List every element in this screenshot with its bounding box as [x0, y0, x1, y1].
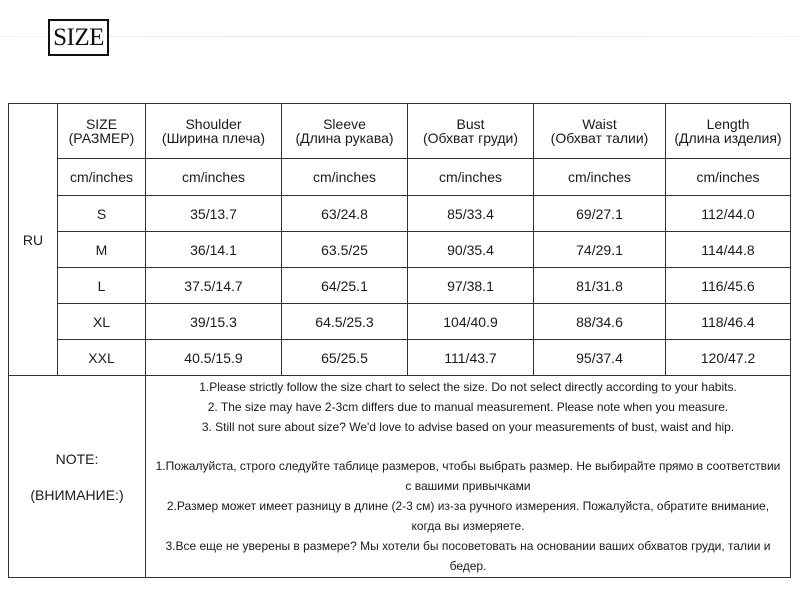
sleeve-cell: 63/24.8 [282, 196, 408, 232]
bust-cell: 90/35.4 [408, 232, 534, 268]
note-row [9, 376, 791, 578]
sleeve-cell: 64/25.1 [282, 268, 408, 304]
length-cell: 120/47.2 [666, 340, 791, 376]
note-en-2: 2. The size may have 2-3cm differs due to manual measurement. Please note when you measure. [207, 400, 729, 414]
waist-cell: 74/29.1 [534, 232, 666, 268]
unit-row [9, 159, 791, 196]
note-en-1: 1.Please strictly follow the size chart to select the size. Do not select directly according to your habits. [199, 380, 737, 394]
shoulder-cell: 39/15.3 [146, 304, 282, 340]
waist-cell: 81/31.8 [534, 268, 666, 304]
sleeve-cell: 65/25.5 [282, 340, 408, 376]
waist-cell: 95/37.4 [534, 340, 666, 376]
header-length: Length (Длина изделия) [666, 104, 791, 159]
note-label-ru: (ВНИМАНИЕ:) [30, 486, 124, 503]
unit-cell: cm/inches [666, 159, 791, 196]
shoulder-cell: 40.5/15.9 [146, 340, 282, 376]
note-label-en: NOTE: [55, 450, 99, 467]
notes-text [146, 376, 791, 578]
bust-cell: 85/33.4 [408, 196, 534, 232]
header-waist: Waist (Обхват талии) [534, 104, 666, 159]
note-ru-1: 1.Пожалуйста, строго следуйте таблице размеров, чтобы выбрать размер. Не выбирайте прямо в соответствии [155, 459, 781, 473]
shoulder-cell: 36/14.1 [146, 232, 282, 268]
table-row [9, 304, 791, 340]
sleeve-cell: 63.5/25 [282, 232, 408, 268]
size-cell: XL [58, 304, 146, 340]
note-ru-3: 3.Все еще не уверены в размере? Мы хотели бы посоветовать на основании ваших обхватов груди, талии и бедер. [165, 539, 771, 573]
bust-cell: 104/40.9 [408, 304, 534, 340]
table-row [9, 196, 791, 232]
size-cell: S [58, 196, 146, 232]
length-cell: 114/44.8 [666, 232, 791, 268]
bust-cell: 111/43.7 [408, 340, 534, 376]
unit-cell: cm/inches [408, 159, 534, 196]
size-chart-table [8, 103, 791, 578]
size-badge: SIZE [48, 19, 109, 56]
size-cell: L [58, 268, 146, 304]
unit-cell: cm/inches [282, 159, 408, 196]
shoulder-cell: 35/13.7 [146, 196, 282, 232]
waist-cell: 88/34.6 [534, 304, 666, 340]
table-row [9, 268, 791, 304]
waist-cell: 69/27.1 [534, 196, 666, 232]
length-cell: 112/44.0 [666, 196, 791, 232]
note-en-3: 3. Still not sure about size? We'd love to advise based on your measurements of bust, waist and hip. [201, 420, 735, 434]
size-cell: M [58, 232, 146, 268]
size-cell: XXL [58, 340, 146, 376]
table-row [9, 340, 791, 376]
top-divider-line [0, 36, 800, 37]
ru-label: RU [9, 104, 58, 376]
table-row [9, 232, 791, 268]
note-ru-2-cont: когда вы измеряете. [411, 519, 525, 533]
length-cell: 118/46.4 [666, 304, 791, 340]
note-ru-1-cont: с вашими привычками [405, 479, 531, 493]
unit-cell: cm/inches [146, 159, 282, 196]
note-label [9, 376, 146, 578]
unit-cell: cm/inches [58, 159, 146, 196]
bust-cell: 97/38.1 [408, 268, 534, 304]
unit-cell: cm/inches [534, 159, 666, 196]
length-cell: 116/45.6 [666, 268, 791, 304]
header-shoulder: Shoulder (Ширина плеча) [146, 104, 282, 159]
sleeve-cell: 64.5/25.3 [282, 304, 408, 340]
header-size: SIZE (РАЗМЕР) [58, 104, 146, 159]
header-row [9, 104, 791, 159]
note-ru-2: 2.Размер может имеет разницу в длине (2-3 см) из-за ручного измерения. Пожалуйста, обратите внимание, [166, 499, 770, 513]
header-bust: Bust (Обхват груди) [408, 104, 534, 159]
header-sleeve: Sleeve (Длина рукава) [282, 104, 408, 159]
shoulder-cell: 37.5/14.7 [146, 268, 282, 304]
